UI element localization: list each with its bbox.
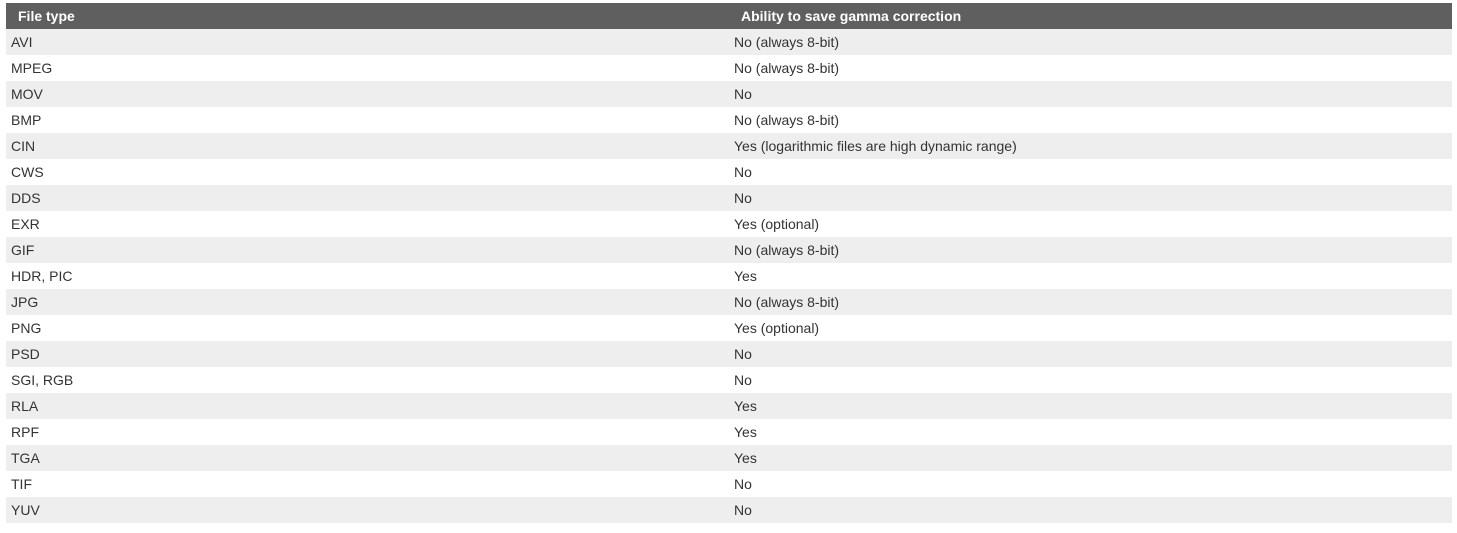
table-row [6, 497, 1452, 523]
gamma-support-cell: No (always 8-bit) [730, 289, 1452, 315]
gamma-support-cell: Yes [730, 419, 1452, 445]
gamma-support-table [6, 3, 1452, 523]
file-type-cell: PSD [6, 341, 730, 367]
gamma-support-cell: No (always 8-bit) [730, 55, 1452, 81]
gamma-support-cell: Yes (optional) [730, 211, 1452, 237]
gamma-support-cell: No [730, 367, 1452, 393]
gamma-support-cell: No [730, 185, 1452, 211]
gamma-support-cell: No (always 8-bit) [730, 107, 1452, 133]
file-type-cell: BMP [6, 107, 730, 133]
table-row [6, 29, 1452, 55]
table-row [6, 393, 1452, 419]
file-type-cell: CIN [6, 133, 730, 159]
file-type-cell: RPF [6, 419, 730, 445]
gamma-support-cell: No [730, 497, 1452, 523]
file-type-cell: TIF [6, 471, 730, 497]
header-gamma-correction: Ability to save gamma correction [730, 3, 1452, 29]
file-type-cell: TGA [6, 445, 730, 471]
table-row [6, 55, 1452, 81]
table-row [6, 81, 1452, 107]
table-row [6, 419, 1452, 445]
file-type-cell: SGI, RGB [6, 367, 730, 393]
gamma-support-cell: No [730, 159, 1452, 185]
table-row [6, 263, 1452, 289]
table-body [6, 29, 1452, 523]
file-type-cell: PNG [6, 315, 730, 341]
table-row [6, 315, 1452, 341]
table-row [6, 133, 1452, 159]
file-type-cell: DDS [6, 185, 730, 211]
gamma-support-cell: No [730, 471, 1452, 497]
file-type-cell: JPG [6, 289, 730, 315]
header-row [6, 3, 1452, 29]
file-type-cell: HDR, PIC [6, 263, 730, 289]
table-row [6, 237, 1452, 263]
table-row [6, 367, 1452, 393]
gamma-support-cell: No [730, 341, 1452, 367]
table-row [6, 211, 1452, 237]
table-row [6, 445, 1452, 471]
gamma-support-table-container [6, 3, 1452, 523]
gamma-support-cell: Yes [730, 263, 1452, 289]
file-type-cell: GIF [6, 237, 730, 263]
table-row [6, 107, 1452, 133]
gamma-support-cell: No (always 8-bit) [730, 237, 1452, 263]
file-type-cell: RLA [6, 393, 730, 419]
table-row [6, 159, 1452, 185]
table-row [6, 185, 1452, 211]
table-row [6, 289, 1452, 315]
file-type-cell: MPEG [6, 55, 730, 81]
table-row [6, 341, 1452, 367]
file-type-cell: EXR [6, 211, 730, 237]
gamma-support-cell: Yes (logarithmic files are high dynamic range) [730, 133, 1452, 159]
file-type-cell: YUV [6, 497, 730, 523]
gamma-support-cell: Yes [730, 445, 1452, 471]
file-type-cell: AVI [6, 29, 730, 55]
gamma-support-cell: No (always 8-bit) [730, 29, 1452, 55]
table-row [6, 471, 1452, 497]
gamma-support-cell: Yes (optional) [730, 315, 1452, 341]
header-file-type: File type [6, 3, 730, 29]
gamma-support-cell: No [730, 81, 1452, 107]
gamma-support-cell: Yes [730, 393, 1452, 419]
file-type-cell: CWS [6, 159, 730, 185]
file-type-cell: MOV [6, 81, 730, 107]
table-header [6, 3, 1452, 29]
